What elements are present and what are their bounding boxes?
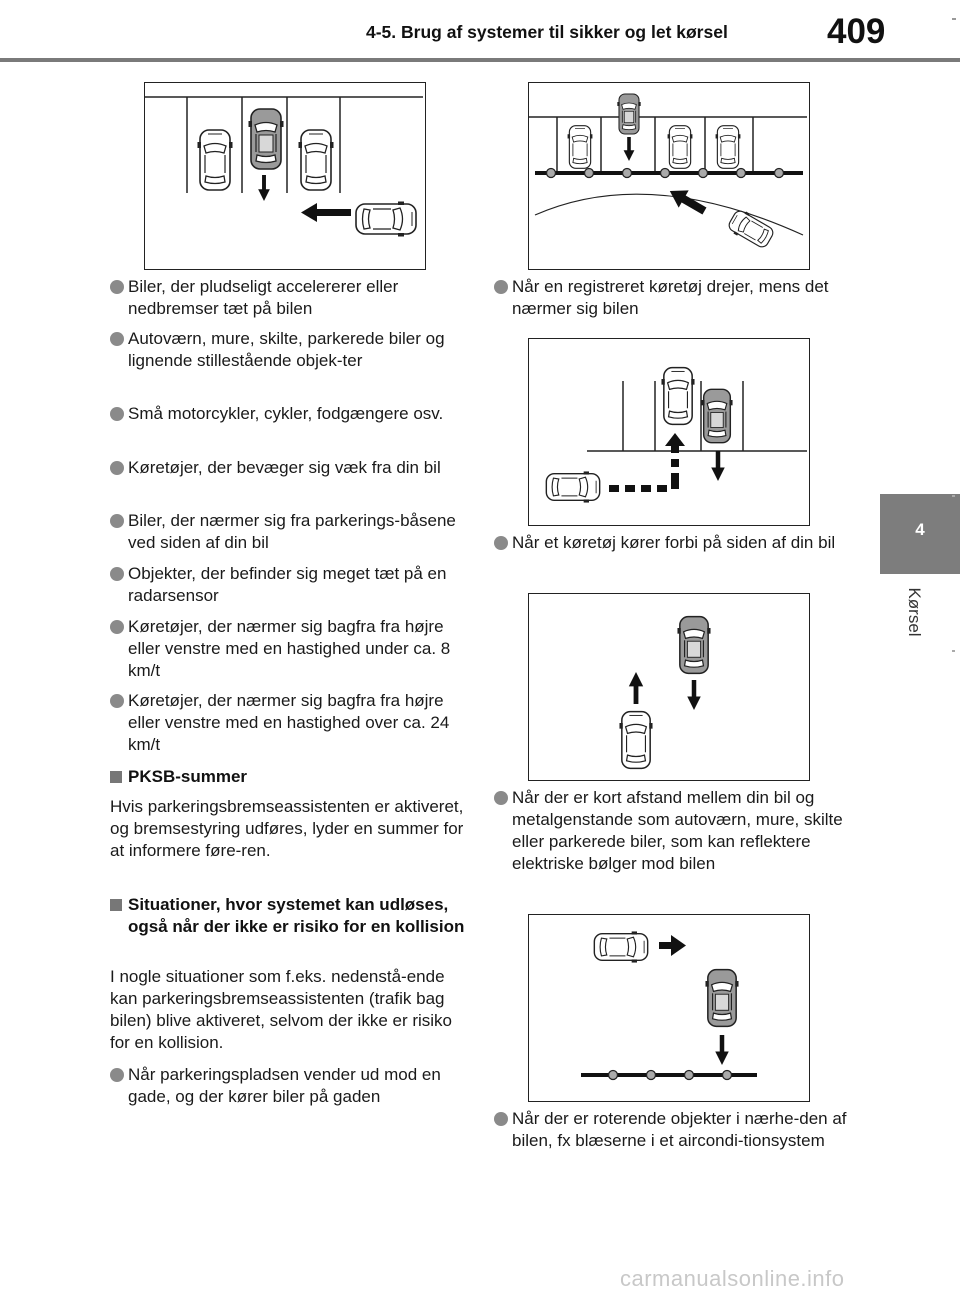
chapter-tab bbox=[880, 494, 960, 574]
crop-mark bbox=[952, 495, 955, 497]
figure-side-passing bbox=[528, 593, 810, 781]
chapter-label bbox=[904, 578, 924, 648]
crop-mark bbox=[952, 18, 956, 20]
figure-accelerating-car bbox=[144, 82, 426, 270]
bullet-dot-icon bbox=[110, 620, 124, 634]
bullet-dot-icon bbox=[110, 407, 124, 421]
list-item: Autoværn, mure, skilte, parkerede biler og lignende stillestående objek-ter bbox=[128, 328, 468, 372]
list-item: Objekter, der befinder sig meget tæt på en radarsensor bbox=[128, 563, 468, 607]
section-heading-pksb: PKSB-summer bbox=[128, 766, 468, 788]
bullet-dot-icon bbox=[494, 536, 508, 550]
list-item: Køretøjer, der nærmer sig bagfra fra højre eller venstre med en hastighed over ca. 24 km/t bbox=[128, 690, 468, 756]
list-item: Når der er roterende objekter i nærhe-den af bilen, fx blæserne i et aircondi-tionsystem bbox=[512, 1108, 852, 1152]
figure-passing-vehicle bbox=[528, 338, 810, 526]
bullet-dot-icon bbox=[494, 1112, 508, 1126]
list-item: Når der er kort afstand mellem din bil og metalgenstande som autoværn, mure, skilte eller parkerede biler, som kan reflektere elektriske bølger mod bilen bbox=[512, 787, 852, 875]
bullet-dot-icon bbox=[110, 514, 124, 528]
header-title: 4-5. Brug af systemer til sikker og let kørsel bbox=[366, 22, 728, 42]
section-heading-situations: Situationer, hvor systemet kan udløses, også når der ikke er risiko for en kollision bbox=[128, 894, 468, 938]
bullet-dot-icon bbox=[494, 791, 508, 805]
header-rule bbox=[0, 58, 960, 62]
square-bullet-icon bbox=[110, 771, 122, 783]
square-bullet-icon bbox=[110, 899, 122, 911]
bullet-dot-icon bbox=[110, 1068, 124, 1082]
chapter-number: 4 bbox=[915, 520, 925, 539]
chapter-label-text: Kørsel bbox=[905, 587, 924, 637]
bullet-dot-icon bbox=[110, 461, 124, 475]
pksb-paragraph: Hvis parkeringsbremseassistenten er aktiveret, og bremsestyring udføres, lyder en summer for at informere føre-ren. bbox=[110, 797, 464, 860]
list-item: Køretøjer, der bevæger sig væk fra din bil bbox=[128, 457, 468, 479]
list-item: Når en registreret køretøj drejer, mens det nærmer sig bilen bbox=[512, 276, 852, 320]
list-item: Biler, der pludseligt accelererer eller nedbremser tæt på bilen bbox=[128, 276, 468, 320]
list-item: Små motorcykler, cykler, fodgængere osv. bbox=[128, 403, 468, 425]
bullet-dot-icon bbox=[110, 280, 124, 294]
list-item: Når et køretøj kører forbi på siden af din bil bbox=[512, 532, 852, 554]
bullet-dot-icon bbox=[110, 694, 124, 708]
list-item: Biler, der nærmer sig fra parkerings-båsene ved siden af din bil bbox=[128, 510, 468, 554]
figure-guard-rail bbox=[528, 914, 810, 1102]
situations-paragraph: I nogle situationer som f.eks. nedenstå-ende kan parkeringsbremseassistenten (trafik bag bilen) blive aktiveret, selvom der ikke er risiko for en kollision. bbox=[110, 967, 453, 1052]
bullet-dot-icon bbox=[110, 332, 124, 346]
bullet-dot-icon bbox=[494, 280, 508, 294]
list-item: Køretøjer, der nærmer sig bagfra fra højre eller venstre med en hastighed under ca. 8 km/t bbox=[128, 616, 468, 682]
watermark: carmanualsonline.info bbox=[620, 1266, 845, 1291]
figure-turning-vehicle bbox=[528, 82, 810, 270]
bullet-dot-icon bbox=[110, 567, 124, 581]
crop-mark bbox=[952, 650, 955, 652]
page-number: 409 bbox=[827, 12, 886, 51]
list-item: Når parkeringspladsen vender ud mod en gade, og der kører biler på gaden bbox=[128, 1064, 468, 1108]
page-header bbox=[0, 0, 960, 58]
